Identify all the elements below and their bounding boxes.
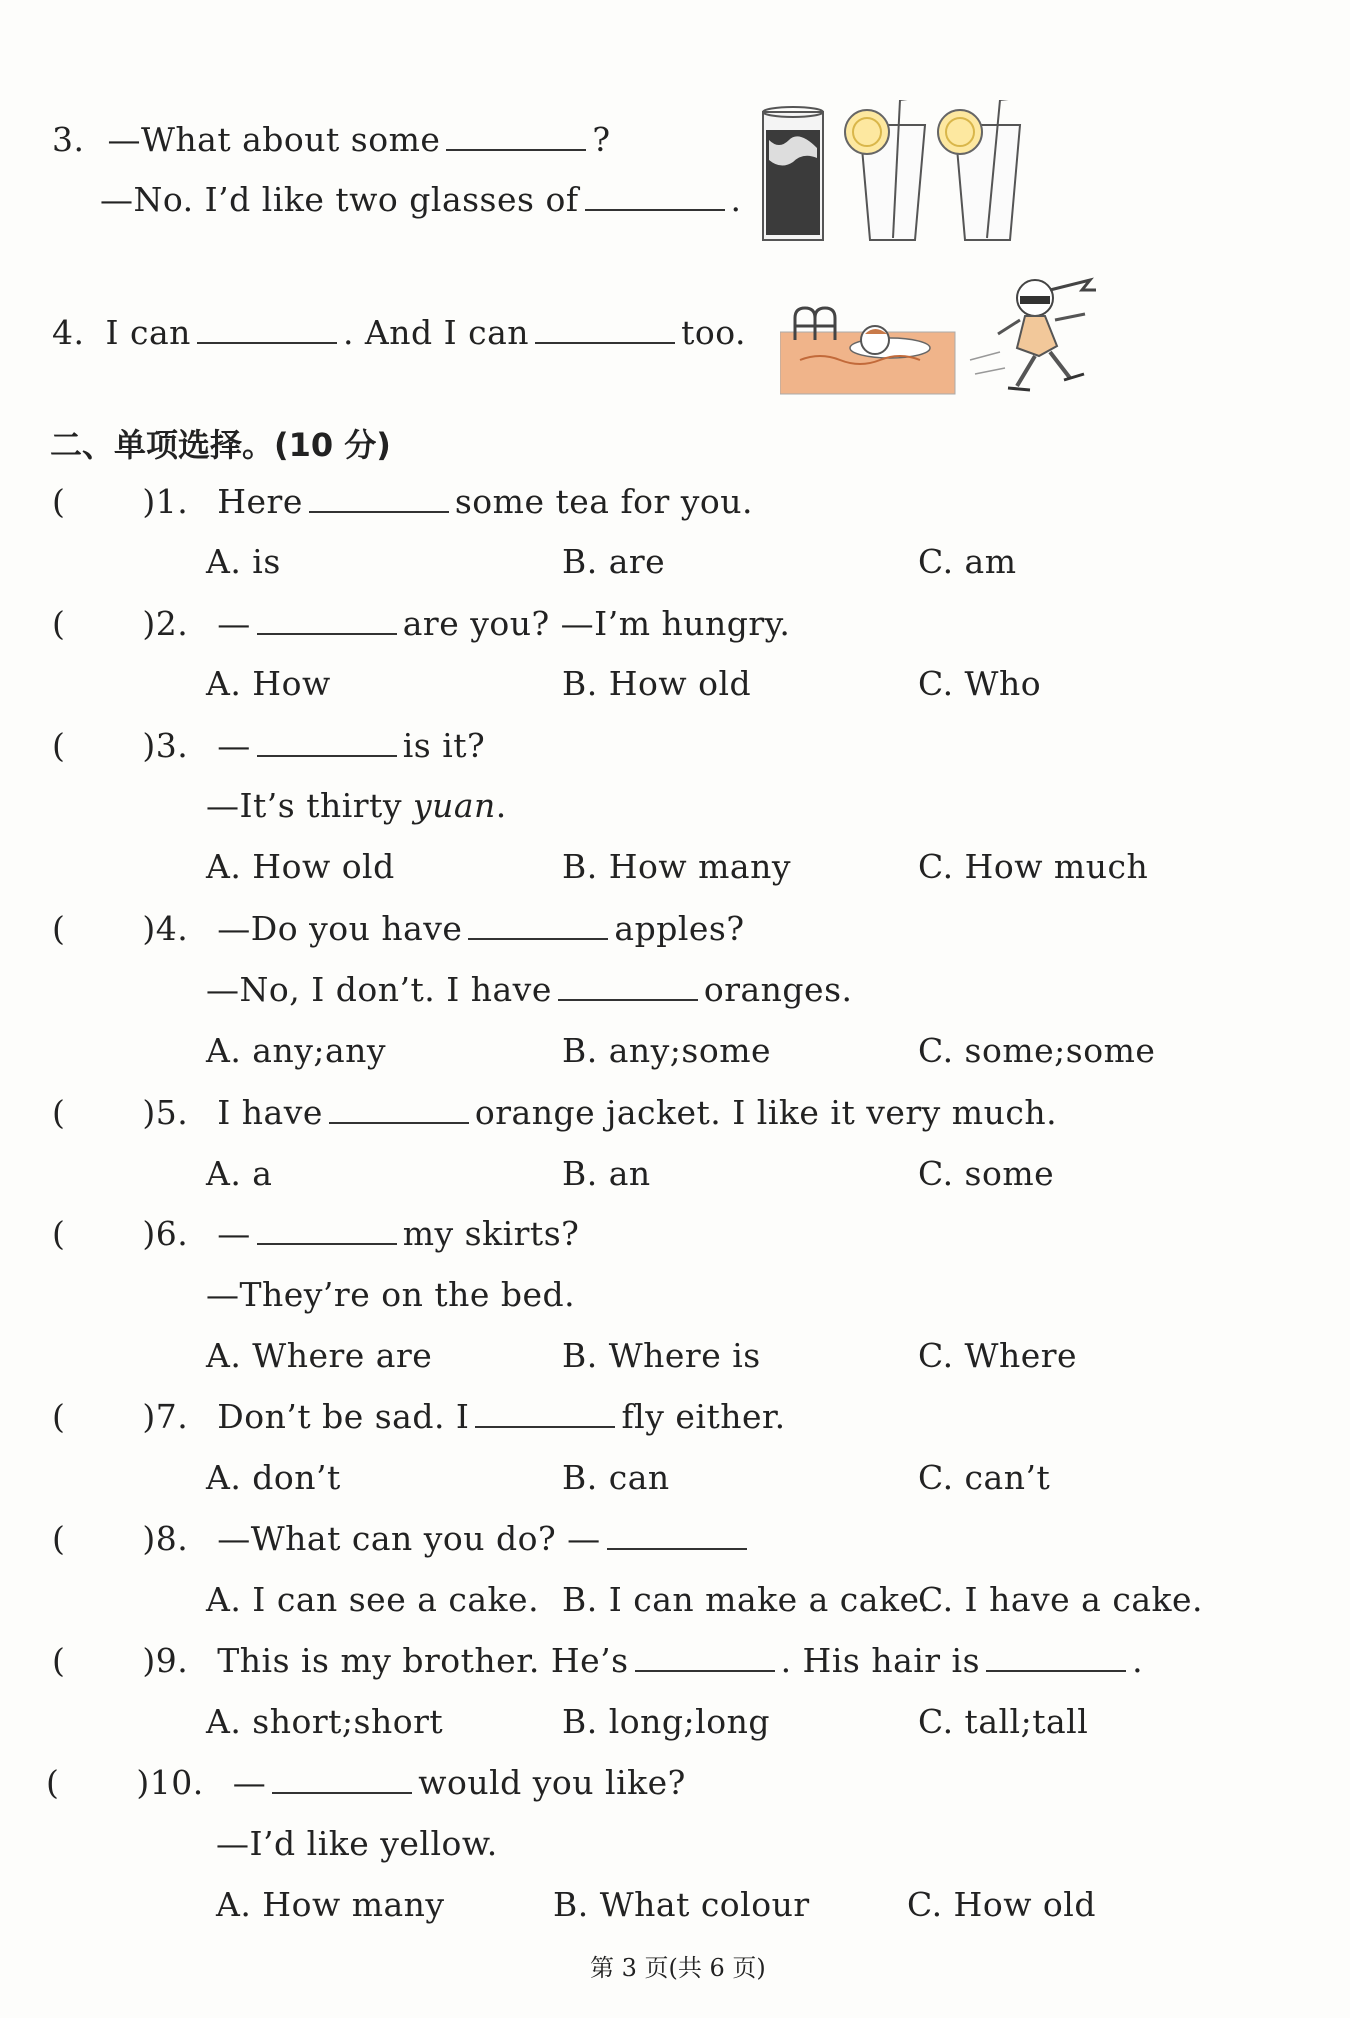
q3-line1-end: ? (592, 120, 611, 159)
mc-q10-option-a[interactable]: A. How many (216, 1885, 445, 1924)
mc-q5-option-a[interactable]: A. a (206, 1154, 273, 1193)
answer-paren[interactable]: ( (52, 1093, 66, 1132)
answer-paren[interactable]: ( (52, 1641, 66, 1680)
mc-q4-option-a[interactable]: A. any;any (206, 1031, 387, 1070)
line2-italic: yuan (412, 786, 496, 825)
sports-illustration (780, 270, 1120, 400)
line2-text: oranges. (703, 970, 853, 1009)
mc-q5-option-b[interactable]: B. an (562, 1154, 651, 1193)
q3-line2-text: —No. I’d like two glasses of (100, 180, 579, 219)
stem-text: fly either. (621, 1397, 786, 1436)
mc-q3-stem (52, 726, 485, 765)
question-number: )6. (142, 1214, 189, 1253)
mc-q9-option-b[interactable]: B. long;long (562, 1702, 770, 1741)
mc-q9-option-a[interactable]: A. short;short (206, 1702, 444, 1741)
mc-q10-option-c[interactable]: C. How old (907, 1885, 1096, 1924)
mc-q5-option-c[interactable]: C. some (918, 1154, 1055, 1193)
stem-text: —Do you have (217, 909, 463, 948)
q4-blank-1[interactable] (197, 314, 337, 344)
q3-line2 (100, 180, 742, 219)
mc-q8-option-c[interactable]: C. I have a cake. (918, 1580, 1204, 1619)
question-number: )8. (142, 1519, 189, 1558)
mc-q10-stem (46, 1763, 686, 1802)
question-number: )3. (142, 726, 189, 765)
q4-text-b: . And I can (342, 313, 530, 352)
mc-q6-option-c[interactable]: C. Where (918, 1336, 1078, 1375)
stem-text: orange jacket. I like it very much. (474, 1093, 1058, 1132)
mc-q4-option-b[interactable]: B. any;some (562, 1031, 772, 1070)
stem-text: . (1132, 1641, 1144, 1680)
stem-blank[interactable] (635, 1642, 775, 1672)
mc-q7-stem (52, 1397, 786, 1436)
line2-text: —No, I don’t. I have (206, 970, 552, 1009)
stem-blank[interactable] (309, 483, 449, 513)
stem-text: Here (217, 482, 303, 521)
mc-q6-option-b[interactable]: B. Where is (562, 1336, 761, 1375)
q3-number: 3. (52, 120, 85, 159)
mc-q6-line2: —They’re on the bed. (206, 1275, 576, 1314)
q3-line1 (52, 120, 611, 159)
mc-q7-option-a[interactable]: A. don’t (206, 1458, 341, 1497)
stem-text: — (217, 1214, 251, 1253)
stem-text: — (217, 604, 251, 643)
question-number: )7. (142, 1397, 189, 1436)
section-2-title: 二、单项选择。(10 分) (50, 426, 391, 464)
stem-text: Don’t be sad. I (217, 1397, 470, 1436)
stem-text: would you like? (418, 1763, 686, 1802)
answer-paren[interactable]: ( (52, 726, 66, 765)
mc-q10-option-b[interactable]: B. What colour (553, 1885, 810, 1924)
mc-q1-option-b[interactable]: B. are (562, 542, 666, 581)
q4-line (52, 313, 746, 352)
answer-paren[interactable]: ( (52, 482, 66, 521)
answer-paren[interactable]: ( (52, 1519, 66, 1558)
mc-q6-stem (52, 1214, 579, 1253)
stem-text: are you? —I’m hungry. (402, 604, 791, 643)
line2-text: —It’s thirty (206, 786, 402, 825)
question-number: )4. (142, 909, 189, 948)
page-number-footer: 第 3 页(共 6 页) (590, 1954, 766, 1982)
q3-blank-2[interactable] (585, 181, 725, 211)
stem-blank[interactable] (272, 1764, 412, 1794)
stem-text: —What can you do? — (217, 1519, 601, 1558)
mc-q3-option-a[interactable]: A. How old (206, 847, 395, 886)
q3-line2-end: . (730, 180, 742, 219)
mc-q1-stem (52, 482, 753, 521)
mc-q2-option-b[interactable]: B. How old (562, 664, 752, 703)
q3-line1-text: —What about some (107, 120, 441, 159)
stem-blank-2[interactable] (986, 1642, 1126, 1672)
stem-text: — (232, 1763, 267, 1802)
line2-end: . (495, 786, 507, 825)
stem-blank[interactable] (257, 727, 397, 757)
mc-q9-stem (52, 1641, 1143, 1680)
mc-q2-option-a[interactable]: A. How (206, 664, 331, 703)
question-number: )2. (142, 604, 189, 643)
stem-text: — (217, 726, 251, 765)
stem-blank[interactable] (475, 1398, 615, 1428)
mc-q7-option-c[interactable]: C. can’t (918, 1458, 1051, 1497)
mc-q9-option-c[interactable]: C. tall;tall (918, 1702, 1089, 1741)
mc-q6-option-a[interactable]: A. Where are (206, 1336, 433, 1375)
q3-blank-1[interactable] (446, 121, 586, 151)
mc-q3-option-b[interactable]: B. How many (562, 847, 791, 886)
stem-text: I have (217, 1093, 323, 1132)
question-number: )9. (142, 1641, 189, 1680)
question-number: )1. (142, 482, 189, 521)
mc-q7-option-b[interactable]: B. can (562, 1458, 670, 1497)
stem-text: is it? (402, 726, 486, 765)
stem-blank[interactable] (468, 910, 608, 940)
mc-q8-option-a[interactable]: A. I can see a cake. (206, 1580, 540, 1619)
mc-q10-line2: —I’d like yellow. (216, 1824, 498, 1863)
mc-q5-stem (52, 1093, 1057, 1132)
q4-number: 4. (52, 313, 85, 352)
mc-q3-line2 (206, 786, 507, 825)
q4-blank-2[interactable] (535, 314, 675, 344)
q4-text-c: too. (681, 313, 746, 352)
stem-blank[interactable] (329, 1094, 469, 1124)
stem-text: This is my brother. He’s (217, 1641, 629, 1680)
stem-blank[interactable] (257, 605, 397, 635)
question-number: )10. (136, 1763, 204, 1802)
mc-q4-option-c[interactable]: C. some;some (918, 1031, 1156, 1070)
stem-text: my skirts? (402, 1214, 580, 1253)
mc-q4-line2 (206, 970, 853, 1009)
mc-q2-stem (52, 604, 790, 643)
mc-q8-option-b[interactable]: B. I can make a cake. (562, 1580, 931, 1619)
q4-text-a: I can (105, 313, 191, 352)
answer-paren[interactable]: ( (52, 604, 66, 643)
line2-blank[interactable] (558, 971, 698, 1001)
drinks-illustration (755, 100, 1075, 250)
stem-text: apples? (614, 909, 745, 948)
mc-q8-stem (52, 1519, 753, 1558)
mc-q2-option-c[interactable]: C. Who (918, 664, 1042, 703)
answer-paren[interactable]: ( (52, 1397, 66, 1436)
answer-paren[interactable]: ( (52, 1214, 66, 1253)
stem-text: some tea for you. (454, 482, 754, 521)
stem-blank[interactable] (607, 1520, 747, 1550)
stem-blank[interactable] (257, 1215, 397, 1245)
mc-q3-option-c[interactable]: C. How much (918, 847, 1149, 886)
answer-paren[interactable]: ( (46, 1763, 60, 1802)
stem-text: . His hair is (780, 1641, 981, 1680)
mc-q1-option-c[interactable]: C. am (918, 542, 1017, 581)
mc-q4-stem (52, 909, 745, 948)
question-number: )5. (142, 1093, 189, 1132)
mc-q1-option-a[interactable]: A. is (206, 542, 281, 581)
answer-paren[interactable]: ( (52, 909, 66, 948)
